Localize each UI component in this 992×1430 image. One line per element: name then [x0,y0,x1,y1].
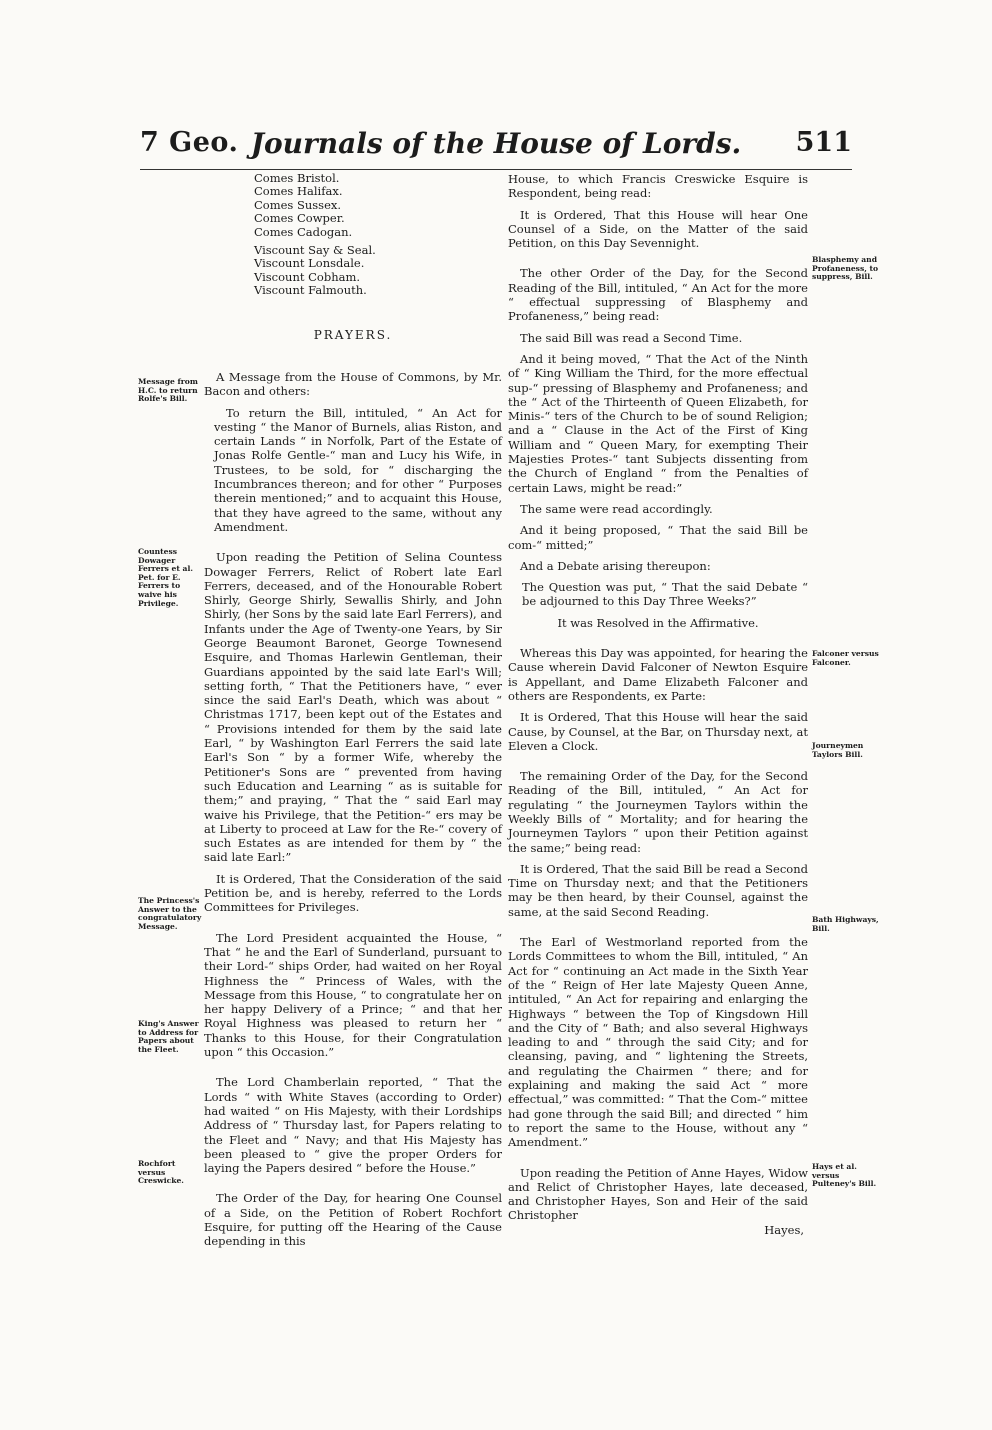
name-entry: Comes Halifax. [254,184,343,199]
catchword: Hayes, [764,1222,804,1237]
page-header [140,127,852,173]
name-entry: Comes Cadogan. [254,224,353,239]
paragraph-blasphemy-order: The other Order of the Day, for the Second Reading of the Bill, intituled, “ An Act for the more “ effectual suppressing of Blasphemy and Profaneness,” being read: [508,266,808,324]
margin-note-rolfe: Message from H.C. to return Rolfe's Bill. [138,377,198,404]
paragraph-proposed: And it being proposed, “ That the said Bill be com-“ mitted;” [508,523,808,552]
paragraph-hayes: Upon reading the Petition of Anne Hayes, Widow and Relict of Christopher Hayes, late deceased, and Christopher Hayes, Son and Heir of the said Christopher [508,1165,808,1223]
page-number: 511 [795,127,852,158]
paragraph-lord-president: The Lord President acquainted the House, “ That “ he and the Earl of Sunderland, pursuant to their Lord-“ ships Order, had waited on her Royal Highness the “ Princess of Wales, with the Message from this House, “ to congratulate her on her happy Delivery of a Prince; “ and that her Royal Highness was pleased to return her “ Thanks to this House, for their Congratulation upon “ this Occasion.” [204,930,502,1060]
paragraph-question: The Question was put, “ That the said Debate “ be adjourned to this Day Three Weeks?” [522,580,808,609]
paragraph-return-bill: To return the Bill, intituled, “ An Act for vesting “ the Manor of Burnels, alias Riston, and certain Lands “ in Norfolk, Part of the Estate of Jonas Rolfe Gentle-“ man and Lucy his Wife, in Trustees, to be sold, for “ discharging the Incumbrances thereon; and for other “ Purposes therein mentioned;” and to acquaint this House, that they have agreed to the same, without any Amendment. [214,405,502,534]
right-column [508,172,808,1237]
margin-note-taylors: Journeymen Taylors Bill. [812,741,864,759]
prayers-heading: PRAYERS. [313,327,393,342]
earls-list [204,172,502,239]
paragraph-ferrers-petition: Upon reading the Petition of Selina Countess Dowager Ferrers, Relict of Robert late Earl Ferrers, deceased, and of the Honourable Robert Shirly, George Shirly, Sewallis Shirly, and John Shirly, (her Sons by the said late Earl Ferrers), and Infants under the Age of Twenty-one Years, by Sir George Beaumont Baronet, George Townesend Esquire, and Thomas Harlewin Gentleman, their Guardians appointed by the said late Earl's Will; setting forth, “ That the Petitioners have, “ ever since the said Earl's Death, which was about “ Christmas 1717, been kept out of the Estates and “ Provisions intended for them by the said late Earl, “ by Washington Earl Ferrers the said late Earl's Son “ by a former Wife, whereby the Petitioner's Sons are “ prevented from having such Education and Learning “ as is suitable for them;” and praying, “ That the “ said Earl may waive his Privilege, that the Petition-“ ers may be at Liberty to proceed at Law for the Re-“ covery of such Estates as are intended for them by “ the said late Earl:” [204,550,502,865]
regnal-year: 7 Geo. [140,127,239,158]
paragraph-order-counsel: It is Ordered, That this House will hear One Counsel of a Side, on the Matter of the said Petition, on this Day Sevennight. [508,207,808,251]
paragraph-falconer: Whereas this Day was appointed, for hearing the Cause wherein David Falconer of Newton Esquire is Appellant, and Dame Elizabeth Falconer and others are Respondents, ex Parte: [508,646,808,703]
paragraph-taylors: The remaining Order of the Day, for the Second Reading of the Bill, intituled, “ An Act for regulating “ the Journeymen Taylors within the Weekly Bills of “ Mortality; and for hearing the Journeymen Taylors “ upon their Petition against the same;” being read: [508,769,808,855]
paragraph-taylors-order: It is Ordered, That the said Bill be read a Second Time on Thursday next; and that the Petitioners may be then heard, by their Counsel, against the same, at the said Second Reading. [508,861,808,919]
paragraph-ferrers-order: It is Ordered, That the Consideration of the said Petition be, and is hereby, referred to the Lords Committees for Privileges. [204,871,502,915]
margin-note-fleet: King's Answer to Address for Papers about the Fleet. [138,1019,199,1054]
paragraph-moved: And it being moved, “ That the Act of the Ninth of “ King William the Third, for the more effectual sup-“ pressing of Blasphemy and Profaneness; and the “ Act of the Thirteenth of Queen Elizabeth, for Minis-“ ters of the Church to be of sound Religion; and a “ Clause in the Act of the First of King William and “ Queen Mary, for exempting Their Majesties Protes-“ tant Subjects dissenting from the Church of England “ from the Penalties of certain Laws, might be read:” [508,351,808,495]
name-entry: Comes Cowper. [254,211,345,226]
paragraph-westmorland: The Earl of Westmorland reported from the Lords Committees to whom the Bill, intituled, “ An Act for “ continuing an Act made in the Sixth Year of the “ Reign of Her late Majesty Queen Anne, intituled, “ An Act for repairing and enlarging the Highways “ between the Top of Kingsdown Hill and the City of “ Bath; and also several Highways leading to and “ through the said City; and for cleansing, paving, and “ lightening the Streets, and regulating the Chairmen “ there; and for explaining and making the said Act “ more effectual,” was committed: “ That the Com-“ mittee had gone through the said Bill; and directed “ him to report the same to the House, without any “ Amendment.” [508,935,808,1150]
paragraph-house-cont: House, to which Francis Creswicke Esquire is Respondent, being read: [508,172,808,201]
margin-note-princess: The Princess's Answer to the congratulatory Message. [138,896,202,931]
name-entry: Viscount Falmouth. [254,283,367,298]
paragraph-debate: And a Debate arising thereupon: [520,558,711,573]
name-entry: Comes Bristol. [254,171,340,185]
margin-note-rochfort: Rochfort versus Creswicke. [138,1159,184,1186]
margin-note-falconer: Falconer versus Falconer. [812,649,879,667]
journal-title: Journals of the House of Lords. [250,127,742,160]
margin-note-ferrers: Countess Dowager Ferrers et al. Pet. for E. Ferrers to waive his Privilege. [138,547,193,608]
name-entry: Comes Sussex. [254,197,342,212]
viscounts-list [204,244,502,298]
paragraph-resolved: It was Resolved in the Affirmative. [557,615,759,630]
paragraph-read-accordingly: The same were read accordingly. [520,501,713,516]
margin-note-blasphemy: Blasphemy and Profaneness, to suppress, Bill. [812,255,879,282]
name-entry: Viscount Say & Seal. [254,243,376,258]
paragraph-message: A Message from the House of Commons, by Mr. Bacon and others: [204,369,502,399]
name-entry: Viscount Cobham. [254,269,361,284]
header-rule [140,169,852,170]
name-entry: Viscount Lonsdale. [254,256,365,271]
margin-note-bath: Bath Highways, Bill. [812,915,879,933]
margin-note-hayes: Hays et al. versus Pulteney's Bill. [812,1162,877,1189]
paragraph-chamberlain: The Lord Chamberlain reported, “ That the Lords “ with White Staves (according to Order) had waited “ on His Majesty, with their Lordships Address of “ Thursday last, for Papers relating to the Fleet and “ Navy; and that His Majesty has been pleased to “ give the proper Orders for laying the Papers desired “ before the House.” [204,1075,502,1176]
paragraph-second-time: The said Bill was read a Second Time. [520,330,743,345]
paragraph-falconer-order: It is Ordered, That this House will hear the said Cause, by Counsel, at the Bar, on Thursday next, at Eleven a Clock. [508,710,808,753]
left-column [204,172,502,1256]
paragraph-rochfort: The Order of the Day, for hearing One Counsel of a Side, on the Petition of Robert Rochfort Esquire, for putting off the Hearing of the Cause depending in this [204,1191,502,1249]
